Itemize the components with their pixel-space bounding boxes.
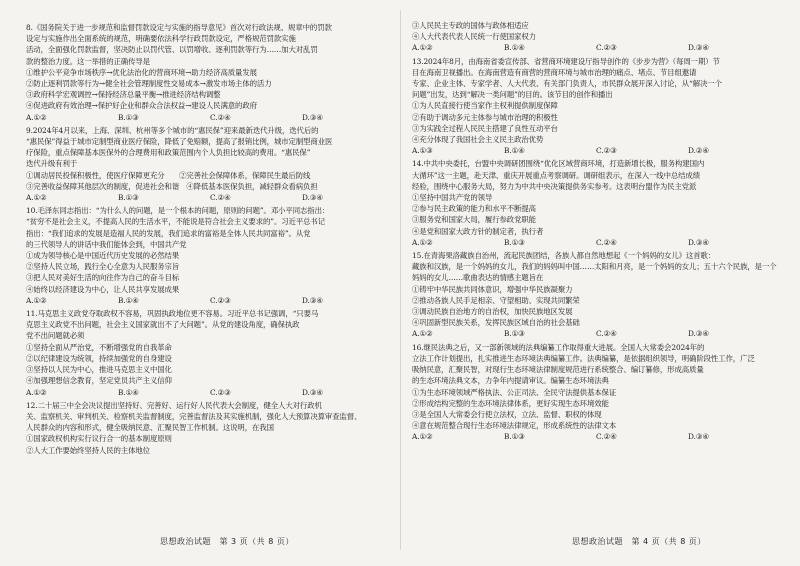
answer-choice: C.②③ bbox=[596, 146, 617, 156]
question-stem-line: 专家、企业主体、专家学者、人大代表、有关部门负责人，市民群众展开深入讨论，从“解决一个 bbox=[412, 79, 722, 89]
option-statement: ①成为领导核心是中国近代历史发展的必然结果 bbox=[26, 251, 180, 261]
answer-choice: A.①② bbox=[412, 329, 433, 339]
question-stem-line: 16.继民法典之后，又一部新领域的法典编纂工作取得重大进展。全国人大常委会2024年的 bbox=[412, 342, 705, 352]
option-statement: ①铸牢中华民族共同体意识，增强中华民族凝聚力 bbox=[412, 284, 573, 294]
option-statement: ①维护公平竞争市场秩序→优化法治化的营商环境→助力经济高质量发展 bbox=[26, 67, 257, 77]
answer-choice: C.②③ bbox=[596, 43, 617, 53]
question-block bbox=[412, 158, 780, 248]
option-statement: ②形成结构完整的生态环境法律体系，更好实现生态环境效能 bbox=[412, 398, 609, 408]
answer-choice: C.②④ bbox=[596, 329, 617, 339]
question-block bbox=[412, 56, 780, 157]
answer-choices bbox=[412, 237, 780, 248]
answer-choice: D.②④ bbox=[688, 146, 709, 156]
question-stem-line: 9.2024年4月以来，上海、深圳、杭州等多个城市的“惠民保”迎来最新迭代升级，迭代后的 bbox=[26, 125, 319, 135]
question-stem-line: 目在海南卫视播出。在海南营造有商营的营商环境与城市治理的痛点、堵点、节目组邀请 bbox=[412, 67, 697, 77]
question-stem-line: 藏族和汉族，是一个妈妈的女儿，我们的妈妈叫中国……太阳和月亮，是一个妈妈的女儿；五十六个民族，是一个 bbox=[412, 262, 777, 272]
question-stem-line: “贫穷不是社会主义，不提高人民的生活水平，不能说是符合社会主义要求的”。习近平总书记 bbox=[26, 217, 325, 227]
answer-choices bbox=[412, 145, 780, 156]
option-statement: ①坚持中国共产党的领导 bbox=[412, 193, 493, 203]
option-statement: ④是党和国家大政方针的制定者，执行者 bbox=[412, 226, 544, 236]
answer-choice: C.②④ bbox=[596, 237, 617, 247]
question-block bbox=[26, 125, 394, 203]
answer-choice: D.③④ bbox=[302, 193, 323, 203]
option-statement: ③把人民对美好生活的向往作为自己的奋斗目标 bbox=[26, 273, 180, 283]
question-stem-line: 设定与实施作出全面系统的规范，明确要依法科学行政罚款设定，严格规范罚款实施 bbox=[26, 34, 296, 44]
answer-choice: B.①③ bbox=[504, 329, 525, 339]
question-stem-line: 关、监察机关、审判机关、检察机关监督制度，完善监督法及其实施机制，强化人大预算决算审查监督、 bbox=[26, 411, 362, 421]
question-block bbox=[412, 342, 780, 443]
question-block bbox=[26, 400, 394, 456]
option-statement: ①坚持全面从严治党，不断增强党的自我革命 bbox=[26, 342, 172, 352]
question-stem-line: 经验，围绕中心服务大局，努力为中共中央决策提供务实参考。这表明台盟作为民主党派 bbox=[412, 181, 697, 191]
answer-choices bbox=[26, 192, 394, 203]
question-stem-line: 问题”出发，达到“解决一类问题”的目的。该节目的创作和播出 bbox=[412, 90, 613, 100]
question-stem-line: 党不出问题就必须 bbox=[26, 331, 85, 341]
question-block bbox=[412, 250, 780, 340]
option-statement: ④始终以经济建设为中心，让人民共享发展成果 bbox=[26, 284, 180, 294]
option-statement: ③服务党和国家大局，履行参政党职能 bbox=[412, 215, 536, 225]
option-statement: ③人民民主专政的国体与政体相适应 bbox=[412, 21, 529, 30]
answer-choice: C.②④ bbox=[210, 193, 231, 203]
question-stem-line: 的三代领导人的讲话中我们能体会到，中国共产党 bbox=[26, 239, 187, 249]
answer-choice: B.①④ bbox=[504, 146, 525, 156]
question-stem-line: 克思主义政党不出问题，社会主义国家就出不了大问题”。从党的建设角度，确保执政 bbox=[26, 320, 300, 330]
question-stem-line: 吸纳民意，汇聚民智，对现行生态环境法律制度规范进行系统整合、编订纂修，形成高质量 bbox=[412, 365, 704, 375]
answer-choice: B.①④ bbox=[118, 295, 139, 305]
question-stem-line: 的生态环境法典文本，力争年内提请审议。编纂生态环境法典 bbox=[412, 376, 609, 386]
question-stem-line: 迭代升级有利于 bbox=[26, 159, 78, 169]
answer-choice: A.①③ bbox=[412, 146, 433, 156]
answer-choice: D.③④ bbox=[688, 237, 709, 247]
page-divider bbox=[400, 10, 401, 550]
option-statement: ④促进政府有效治理→保护好企业和群众合法权益→建设人民满意的政府 bbox=[26, 101, 257, 111]
question-stem-line: 11.马克思主义政党夺取政权不容易，巩固执政地位更不容易。习近平总书记强调，“只要马 bbox=[26, 309, 319, 319]
question-stem-line: 妈妈的女儿……歌曲表达的情感主题旨在 bbox=[412, 273, 544, 283]
question-stem-line: 8.《国务院关于进一步规范和监督罚款设定与实施的指导意见》首次对行政法规、规章中的罚款 bbox=[26, 23, 332, 32]
answer-choice: D.③④ bbox=[688, 329, 709, 339]
answer-choice: A.①② bbox=[26, 112, 47, 122]
answer-choice: C.②④ bbox=[596, 432, 617, 442]
question-stem-line: 13.2024年8月，由海南省委宣传部、省营商环境建设厅指导创作的《步步为营》（每周一期）节 bbox=[412, 56, 720, 66]
page-4-column bbox=[412, 20, 780, 445]
answer-choices bbox=[412, 431, 780, 442]
spacer bbox=[26, 456, 394, 458]
question-block bbox=[26, 22, 394, 123]
option-statement: ②参与民主政策的能力和水平不断提高 bbox=[412, 204, 536, 214]
answer-choice: C.②③ bbox=[210, 295, 231, 305]
question-stem-line: 10.毛泽东同志指出：“为什么人的问题，是一个根本的问题，原则的问题”。邓小平同志指出： bbox=[26, 206, 330, 216]
option-statement: ②以纪律建设为统领，持续加强党的自身建设 bbox=[26, 353, 172, 363]
option-statement: ③为实践全过程人民民主搭建了良性互动平台 bbox=[412, 123, 558, 133]
option-statement: ④意在规范整合现行生态环境法律规定，形成系统性的法律文本 bbox=[412, 421, 617, 431]
option-statement: ③政府科学宏观调控→保持经济总量平衡→推进经济结构调整 bbox=[26, 90, 221, 100]
answer-choice: B.①③ bbox=[118, 193, 139, 203]
answer-choices bbox=[26, 387, 394, 398]
question-stem-line: 疗保险，重点保障基本医保外的合理费用和政策范围内个人负担比较高的费用。“惠民保” bbox=[26, 148, 311, 158]
answer-choice: D.③④ bbox=[688, 43, 709, 53]
answer-choice: B.①④ bbox=[504, 43, 525, 53]
answer-choice: D.③④ bbox=[302, 387, 323, 397]
answer-choice: D.③④ bbox=[302, 112, 323, 122]
question-stem-line: 12.二十届三中全会决议提出坚持好、完善好、运行好人民代表大会制度，健全人大对行政机 bbox=[26, 400, 322, 410]
option-statement: ④加强理想信念教育，坚定党员共产主义信仰 bbox=[26, 376, 172, 386]
option-statement: ②坚持人民立场，践行全心全意为人民服务宗旨 bbox=[26, 262, 180, 272]
question-block bbox=[26, 205, 394, 306]
question-stem-line: 款的整治力度。这一举措的正确传导是 bbox=[26, 56, 150, 66]
answer-choices bbox=[26, 112, 394, 123]
question-block bbox=[26, 308, 394, 398]
page-3-footer: 思想政治试题 第 3 页（共 8 页） bbox=[160, 537, 294, 546]
spacer bbox=[412, 443, 780, 445]
answer-choice: B.①④ bbox=[118, 387, 139, 397]
question-stem-line: 15.在青海果洛藏族自治州，流起民族团结，各族人都自然地想起《一个妈妈的女儿》这首歌： bbox=[412, 251, 716, 261]
answer-choice: D.③④ bbox=[688, 432, 709, 442]
answer-choice: C.②④ bbox=[210, 112, 231, 122]
answer-choices bbox=[412, 42, 780, 53]
question-stem-line: 指出：“我们追求的发展是造福人民的发展，我们追求的富裕是全体人民共同富裕”。从党 bbox=[26, 228, 311, 238]
option-statement: ③是全国人大常委会行使立法权，立法、监督、职权的体现 bbox=[412, 409, 602, 419]
option-statement: ④人大代表代表人民统一行使国家权力 bbox=[412, 32, 536, 42]
option-statement: ③完善收益保障其他层次的制度，促进社会和谐 ④降低基本医保负担，减轻群众看病负担 bbox=[26, 181, 318, 191]
question-stem-line: 大循环”这一主题，赴天津、重庆开展重点考察调研。调研组表示，在深入一线中总结成绩 bbox=[412, 170, 701, 180]
option-statement: ②有助于调动多元主体参与城市治理的积极性 bbox=[412, 112, 558, 122]
option-statement: ③调动民族自治地方的自治权，加快民族地区发展 bbox=[412, 307, 573, 317]
question-stem-line: 活动，全面强化罚款监督，坚决防止以罚代管、以罚增收、逐利罚款等行为……加大对乱罚 bbox=[26, 45, 318, 55]
page-3-column bbox=[26, 22, 394, 458]
option-statement: ②推动各族人民手足相亲、守望相助、实现共同繁荣 bbox=[412, 295, 580, 305]
option-statement: ③坚持以人民为中心，推进马克思主义中国化 bbox=[26, 365, 172, 375]
answer-choice: B.①③ bbox=[118, 112, 139, 122]
option-statement: ①为人民直接行使当家作主权利提供制度保障 bbox=[412, 101, 558, 111]
answer-choice: A.①② bbox=[26, 387, 47, 397]
answer-choice: B.①③ bbox=[504, 237, 525, 247]
option-statement: ①国家政权机构实行议行合一的基本制度原则 bbox=[26, 434, 172, 444]
answer-choice: D.③④ bbox=[302, 295, 323, 305]
answer-choice: A.①② bbox=[412, 43, 433, 53]
answer-choice: A.①② bbox=[412, 237, 433, 247]
option-statement: ①调动居民投保积极性，使医疗保障更充分 ②完善社会保障体系，保障民生最后防线 bbox=[26, 170, 311, 180]
answer-choice: B.①③ bbox=[504, 432, 525, 442]
question-stem-line: 立法工作计划提出，扎实推进生态环境法典编纂工作。法典编纂，是依据组织领导，明确阶段性工作，广泛 bbox=[412, 353, 755, 363]
option-statement: ②防止逐利罚款等行为→健全社会管理制度性交易成本→激发市场主体的活力 bbox=[26, 79, 272, 89]
answer-choice: A.①② bbox=[26, 193, 47, 203]
answer-choices bbox=[412, 328, 780, 339]
option-statement: ④巩固新型民族关系，发挥民族区域自治的社会基础 bbox=[412, 318, 580, 328]
answer-choice: C.②③ bbox=[210, 387, 231, 397]
answer-choices bbox=[26, 295, 394, 306]
question-stem-line: 14.中共中央委托，台盟中央调研团围绕“优化区域营商环境，打造新增长极，服务构建国内 bbox=[412, 159, 705, 169]
option-statement: ①为生态环境领域严格执法、公正司法、全民守法提供基本保证 bbox=[412, 387, 617, 397]
question-stem-line: “惠民保”得益于城市定制型商业医疗保险，降低了免赔额，提高了报销比例，城市定制型商业医 bbox=[26, 137, 333, 147]
answer-choice: A.①② bbox=[26, 295, 47, 305]
answer-choice: A.①② bbox=[412, 432, 433, 442]
page-4-footer: 思想政治试题 第 4 页（共 8 页） bbox=[572, 537, 706, 546]
question-stem-line: 人民群众的内容和形式，健全吸纳民意、汇聚民智工作机制。这说明，在我国 bbox=[26, 423, 274, 433]
option-statement: ④充分体现了我国社会主义民主政治优势 bbox=[412, 135, 544, 145]
option-statement: ②人大工作要始终坚持人民的主体地位 bbox=[26, 445, 150, 455]
